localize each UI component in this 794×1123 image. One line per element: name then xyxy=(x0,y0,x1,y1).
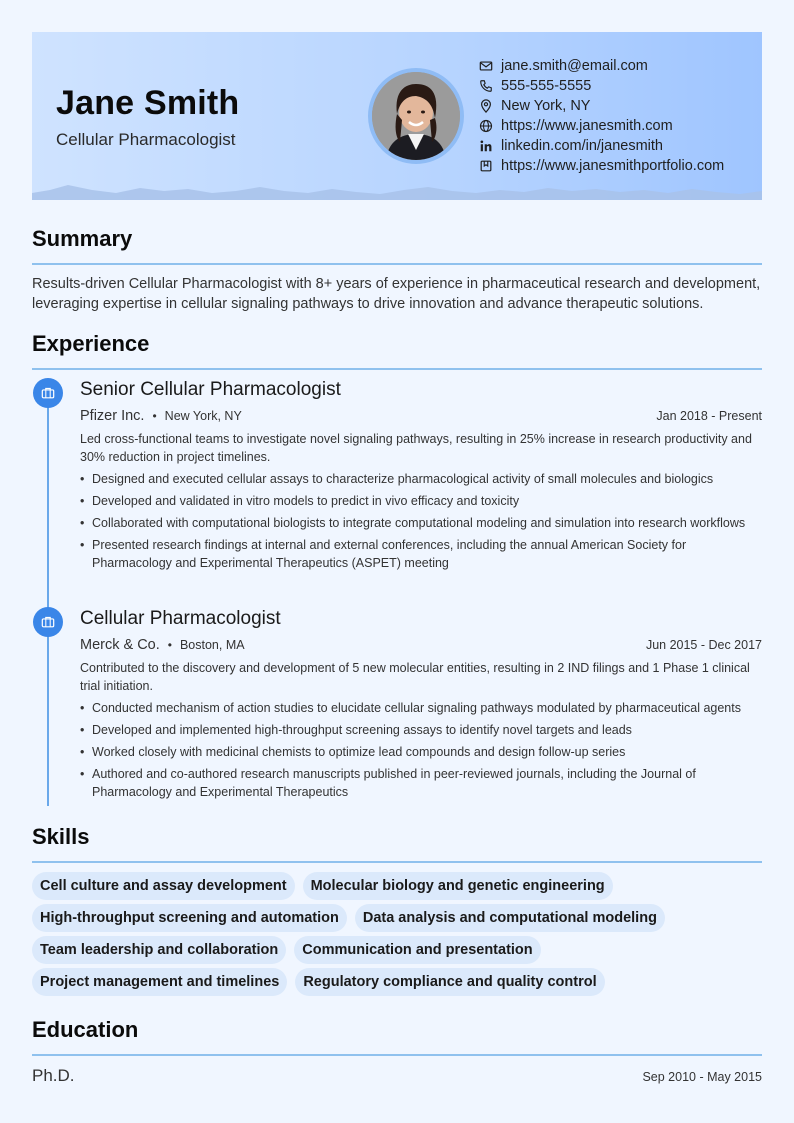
job-bullet: • Presented research findings at internal and external conferences, including the annual American Society for Pharmacology and Experimental Therapeutics (ASPET) meeting xyxy=(80,536,762,572)
contact-location xyxy=(478,96,724,116)
experience-divider xyxy=(32,368,762,370)
company-name: Pfizer Inc. xyxy=(80,408,145,424)
job-meta xyxy=(80,636,762,658)
contact-portfolio[interactable] xyxy=(478,156,724,176)
skill-chip: Project management and timelines xyxy=(32,968,287,996)
degree: Ph.D. xyxy=(32,1066,75,1085)
education-heading: Education xyxy=(32,1017,139,1042)
job-location: Boston, MA xyxy=(179,638,245,652)
contact-linkedin-text: linkedin.com/in/janesmith xyxy=(501,138,663,154)
job-bullet: • Conducted mechanism of action studies to elucidate cellular signaling pathways modulated by pharmaceutical agents xyxy=(80,699,762,717)
skill-row xyxy=(32,904,762,932)
job-description: Led cross-functional teams to investigate novel signaling pathways, resulting in 25% increase in research productivity and 30% reduction in project timelines. xyxy=(80,432,752,464)
job-bullets xyxy=(80,699,762,801)
profile-photo xyxy=(368,68,464,164)
summary-heading: Summary xyxy=(32,226,133,251)
globe-icon xyxy=(478,118,494,134)
phone-icon xyxy=(478,78,494,94)
skill-chip: Communication and presentation xyxy=(294,936,540,964)
job-dates: Jan 2018 - Present xyxy=(656,409,762,423)
meta-separator: • xyxy=(167,638,172,652)
contact-email[interactable] xyxy=(478,56,724,76)
job-dates: Jun 2015 - Dec 2017 xyxy=(645,638,762,652)
contact-location-text: New York, NY xyxy=(501,98,591,114)
skills-divider xyxy=(32,861,762,863)
skills-heading: Skills xyxy=(32,824,90,849)
experience-heading: Experience xyxy=(32,331,150,356)
contact-list xyxy=(478,56,724,176)
contact-website-text: https://www.janesmith.com xyxy=(501,118,673,134)
experience-timeline xyxy=(47,380,49,806)
skill-chip: Cell culture and assay development xyxy=(32,872,295,900)
experience-item xyxy=(80,379,762,576)
job-title: Senior Cellular Pharmacologist xyxy=(80,379,341,400)
summary-divider xyxy=(32,263,762,265)
job-bullets xyxy=(80,470,762,572)
skill-chip: Team leadership and collaboration xyxy=(32,936,286,964)
timeline-marker-job-1 xyxy=(33,378,63,408)
contact-email-text: jane.smith@email.com xyxy=(501,58,648,74)
portfolio-icon xyxy=(478,158,494,174)
summary-text: Results-driven Cellular Pharmacologist with 8+ years of experience in pharmaceutical research and development, leveraging expertise in cellular signaling pathways to drive innovation and advance therapeutic solutions. xyxy=(32,276,761,312)
resume-header xyxy=(32,32,762,200)
job-bullet: • Developed and validated in vitro models to predict in vivo efficacy and toxicity xyxy=(80,492,762,510)
skills-list xyxy=(32,872,762,1000)
briefcase-icon xyxy=(41,615,55,629)
candidate-title: Cellular Pharmacologist xyxy=(56,130,236,149)
meta-separator: • xyxy=(152,409,157,423)
candidate-name: Jane Smith xyxy=(56,84,240,122)
job-bullet: • Developed and implemented high-throughput screening assays to identify novel targets and leads xyxy=(80,721,762,739)
skill-chip: Regulatory compliance and quality control xyxy=(295,968,604,996)
job-location: New York, NY xyxy=(164,409,242,423)
skill-row xyxy=(32,872,762,900)
job-bullet: • Authored and co-authored research manuscripts published in peer-reviewed journals, including the Journal of Pharmacology and Experimental Therapeutics xyxy=(80,765,762,801)
contact-portfolio-text: https://www.janesmithportfolio.com xyxy=(501,158,725,174)
skill-row xyxy=(32,936,762,964)
skill-chip: Data analysis and computational modeling xyxy=(355,904,665,932)
location-pin-icon xyxy=(478,98,494,114)
contact-website[interactable] xyxy=(478,116,724,136)
skill-chip: Molecular biology and genetic engineering xyxy=(303,872,613,900)
experience-item xyxy=(80,608,762,805)
timeline-marker-job-2 xyxy=(33,607,63,637)
linkedin-icon xyxy=(478,138,494,154)
header-wave-decoration xyxy=(32,184,762,200)
job-meta xyxy=(80,407,762,429)
contact-phone[interactable] xyxy=(478,76,724,96)
education-divider xyxy=(32,1054,762,1056)
briefcase-icon xyxy=(41,386,55,400)
company-name: Merck & Co. xyxy=(80,637,160,653)
contact-linkedin[interactable] xyxy=(478,136,724,156)
job-description: Contributed to the discovery and development of 5 new molecular entities, resulting in 2 IND filings and 1 Phase 1 clinical trial initiation. xyxy=(80,661,750,693)
skill-chip: High-throughput screening and automation xyxy=(32,904,347,932)
job-bullet: • Designed and executed cellular assays to characterize pharmacological activity of small molecules and biologics xyxy=(80,470,762,488)
contact-phone-text: 555-555-5555 xyxy=(501,78,592,94)
education-item xyxy=(32,1066,762,1086)
job-bullet: • Worked closely with medicinal chemists to optimize lead compounds and design follow-up series xyxy=(80,743,762,761)
job-title: Cellular Pharmacologist xyxy=(80,608,281,629)
job-bullet: • Collaborated with computational biologists to integrate computational modeling and simulation into research workflows xyxy=(80,514,762,532)
skill-row xyxy=(32,968,762,996)
email-icon xyxy=(478,58,494,74)
portrait-image xyxy=(372,72,460,160)
education-dates: Sep 2010 - May 2015 xyxy=(642,1070,762,1084)
